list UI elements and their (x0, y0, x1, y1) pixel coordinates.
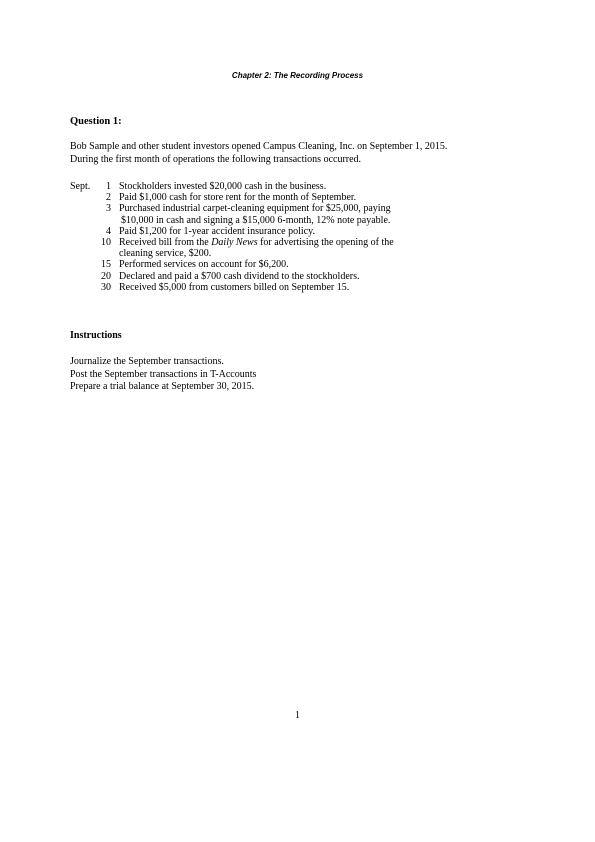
transactions-list (70, 181, 540, 293)
transaction-day: 1 (106, 181, 111, 192)
intro-line: Bob Sample and other student investors opened Campus Cleaning, Inc. on September 1, 2015. (70, 141, 448, 152)
transaction-item (70, 259, 540, 270)
question-heading: Question 1: (70, 116, 122, 127)
transaction-day: 20 (101, 270, 111, 282)
transaction-text: Paid $1,000 cash for store rent for the month of September. (119, 192, 357, 204)
transaction-item (70, 271, 540, 282)
transaction-item (70, 226, 540, 237)
instructions-list (70, 356, 256, 394)
intro-line: During the first month of operations the following transactions occurred. (70, 153, 362, 165)
month-label: Sept. (70, 181, 91, 192)
instruction-item: Prepare a trial balance at September 30, 2015. (70, 381, 255, 393)
transaction-text: Paid $1,200 for 1-year accident insurance policy. (119, 225, 315, 237)
transaction-text (119, 237, 394, 248)
page-number: 1 (295, 710, 300, 721)
transaction-item (70, 192, 540, 203)
transaction-text: Purchased industrial carpet-cleaning equipment for $25,000, paying (119, 203, 391, 215)
transaction-item (70, 181, 540, 192)
transaction-text-continued: $10,000 in cash and signing a $15,000 6-month, 12% note payable. (121, 214, 391, 226)
intro-paragraph (70, 141, 540, 166)
instruction-item: Journalize the September transactions. (70, 356, 224, 367)
transaction-day: 2 (106, 192, 111, 204)
transaction-item (70, 203, 540, 225)
transaction-item (70, 282, 540, 293)
chapter-title: Chapter 2: The Recording Process (231, 71, 364, 80)
transaction-day: 15 (101, 259, 111, 271)
instruction-item: Post the September transactions in T-Accounts (70, 368, 257, 380)
transaction-day: 30 (101, 281, 111, 293)
transaction-day: 10 (101, 237, 111, 249)
transaction-day: 4 (106, 225, 111, 237)
transaction-text-prefix: Received bill from the (119, 237, 212, 249)
transaction-text: Received $5,000 from customers billed on September 15. (119, 281, 350, 293)
transaction-text: Stockholders invested $20,000 cash in the business. (119, 181, 327, 192)
transaction-text-continued: cleaning service, $200. (119, 248, 212, 260)
newspaper-name: Daily News (211, 237, 258, 249)
transaction-text-suffix: for advertising the opening of the (257, 237, 394, 249)
transaction-item (70, 237, 540, 259)
transaction-text: Performed services on account for $6,200. (119, 259, 289, 271)
instructions-heading: Instructions (70, 330, 122, 341)
transaction-text: Declared and paid a $700 cash dividend to the stockholders. (119, 270, 360, 282)
transaction-day: 3 (106, 203, 111, 215)
